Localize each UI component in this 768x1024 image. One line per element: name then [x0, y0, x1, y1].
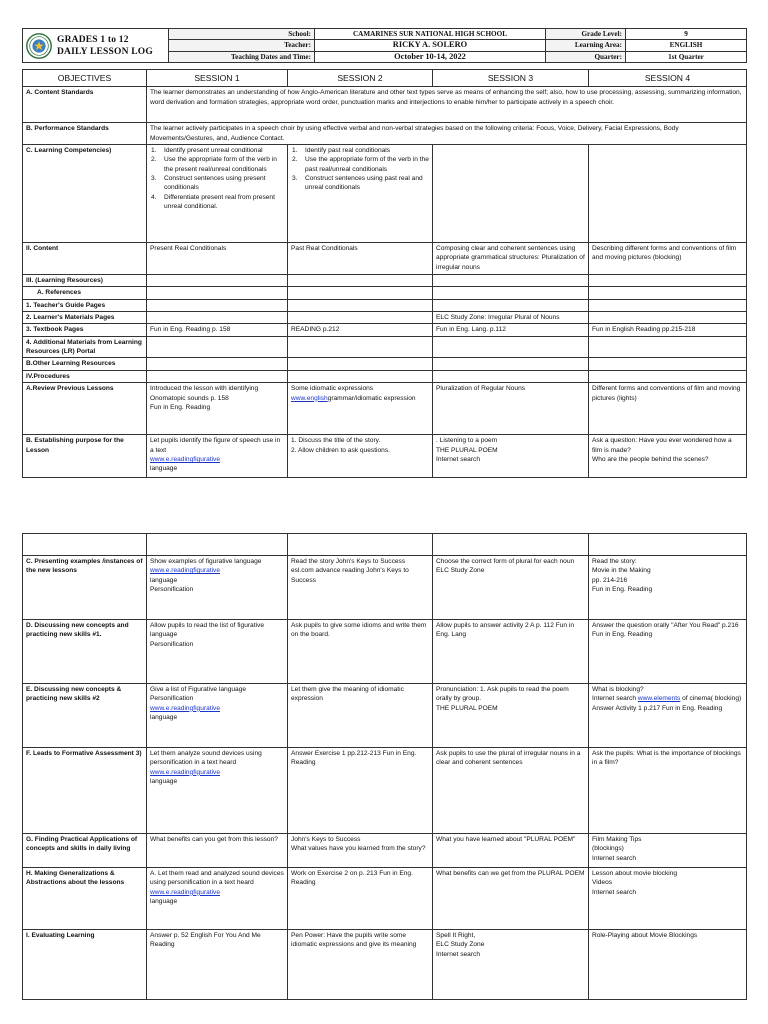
dates-value: October 10-14, 2022 [315, 51, 546, 62]
discuss1-s3: Allow pupils to answer activity 2 A p. 112 Fun in Eng. Lang [433, 620, 589, 684]
list-item: 1. Identify present unreal conditional [151, 146, 263, 154]
school-label: School: [169, 29, 315, 40]
header-table [22, 28, 747, 63]
row-procedures [23, 370, 747, 382]
row-performance-standards [23, 123, 747, 145]
presenting-s2: Read the story John's Keys to Success esl.com advance reading John's Keys to Success [288, 556, 433, 620]
row-learners-materials [23, 312, 747, 324]
purpose-s2: 1. Discuss the title of the story. 2. Allow children to ask questions. [288, 435, 433, 478]
list-item: 1. Identify past real conditionals [292, 146, 391, 154]
row-references [23, 287, 747, 299]
discuss2-s3: Pronunciation: 1. Ask pupils to read the poem orally by group. THE PLURAL POEM [433, 684, 589, 748]
row-review [23, 383, 747, 435]
discuss1-s4: Answer the question orally "After You Read" p.216 Fun in Eng. Reading [589, 620, 747, 684]
competencies-s4 [589, 144, 747, 242]
evaluating-s2: Pen Power: Have the pupils write some idiomatic expressions and give its meaning [288, 930, 433, 1000]
row-label: G. Finding Practical Applications of concepts and skills in daily living [23, 834, 147, 868]
row-label: IV.Procedures [23, 370, 147, 382]
performance-standards-text: The learner actively participates in a speech choir by using effective verbal and non-verbal strategies based on the following criteria: Focus, Voice, Delivery, Facial Expressions, Body Movements/Gestures, and, Audience Contact. [147, 123, 747, 145]
lesson-table-page-2 [22, 533, 747, 1000]
teacher-label: Teacher: [169, 40, 315, 51]
col-session-4: SESSION 4 [589, 70, 747, 87]
row-discussing-1 [23, 620, 747, 684]
row-label: C. Learning Competencies) [23, 144, 147, 242]
applications-s3: What you have learned about "PLURAL POEM" [433, 834, 589, 868]
row-label: F. Leads to Formative Assessment 3) [23, 748, 147, 834]
content-s4: Describing different forms and conventions of film and moving pictures (blocking) [589, 242, 747, 274]
generalizations-s4: Lesson about movie blocking Videos Internet search [589, 868, 747, 930]
row-label: I. Evaluating Learning [23, 930, 147, 1000]
purpose-s4: Ask a question: Have you ever wondered how a film is made? Who are the people behind the scenes? [589, 435, 747, 478]
purpose-s1: Let pupils identify the figure of speech use in a text www.e.readingfigurative language [147, 435, 288, 478]
lesson-table-page-1 [22, 69, 747, 478]
list-item: 4. Differentiate present real from present unreal conditional. [151, 193, 275, 211]
discuss1-s2: Ask pupils to give some idioms and write them on the board. [288, 620, 433, 684]
review-s2: Some idiomatic expressions www.englishgrammar/idiomatic expression [288, 383, 433, 435]
teacher-value: RICKY A. SOLERO [315, 40, 546, 51]
grade-value: 9 [626, 29, 747, 40]
header-logo-cell [23, 29, 169, 63]
content-standards-text: The learner demonstrates an understanding of how Anglo-American literature and other text types serve as means of enhancing the self; also, how to use processing, assessing, summarizing information, word derivation and formation strategies, appropriate word order, punctuation marks and interjections to enable him/her to participate actively in a speech choir. [147, 87, 747, 123]
content-s2: Past Real Conditionals [288, 242, 433, 274]
log-subtitle: DAILY LESSON LOG [57, 46, 153, 57]
formative-s1: Let them analyze sound devices using personification in a text heard www.e.readingfigurative language [147, 748, 288, 834]
textbook-s3: Fun in Eng. Lang. p.112 [433, 324, 589, 336]
blank-header-row [23, 534, 747, 556]
competencies-s1 [147, 144, 288, 242]
review-s3: Pluralization of Regular Nouns [433, 383, 589, 435]
content-s3: Composing clear and coherent sentences using appropriate grammatical structures: Pluralization of irregular nouns [433, 242, 589, 274]
row-presenting [23, 556, 747, 620]
list-item: 3. Construct sentences using present conditionals [151, 175, 266, 192]
applications-s1: What benefits can you get from this lesson? [147, 834, 288, 868]
log-title: GRADES 1 to 12 [57, 34, 129, 45]
col-session-2: SESSION 2 [288, 70, 433, 87]
area-label: Learning Area: [546, 40, 626, 51]
presenting-s1: Show examples of figurative language www.e.readingfigurative language Personification [147, 556, 288, 620]
figurative-language-link[interactable]: www.e.readingfigurative [150, 888, 221, 896]
row-evaluating [23, 930, 747, 1000]
row-label: C. Presenting examples /instances of the new lessons [23, 556, 147, 620]
figurative-language-link[interactable]: www.e.readingfigurative [150, 704, 221, 712]
row-label: 2. Learner's Materials Pages [23, 312, 147, 324]
row-discussing-2 [23, 684, 747, 748]
presenting-s3: Choose the correct form of plural for each noun ELC Study Zone [433, 556, 589, 620]
figurative-language-link[interactable]: www.e.readingfigurative [150, 567, 221, 575]
col-session-1: SESSION 1 [147, 70, 288, 87]
row-label: A.Review Previous Lessons [23, 383, 147, 435]
figurative-language-link[interactable]: www.e.readingfigurative [150, 768, 221, 776]
formative-s2: Answer Exercise 1 pp.212-213 Fun in Eng. Reading [288, 748, 433, 834]
english-grammar-link[interactable]: www.english [291, 394, 328, 402]
row-label: H. Making Generalizations & Abstractions about the lessons [23, 868, 147, 930]
purpose-s3: . Listening to a poem THE PLURAL POEM Internet search [433, 435, 589, 478]
figurative-language-link[interactable]: www.e.readingfigurative [150, 455, 221, 463]
row-purpose [23, 435, 747, 478]
review-s4: Different forms and conventions of film and moving pictures (lights) [589, 383, 747, 435]
competency-list [150, 146, 284, 212]
row-label: 4. Additional Materials from Learning Resources (LR) Portal [23, 336, 147, 358]
row-label: A. References [23, 287, 147, 299]
discuss1-s1: Allow pupils to read the list of figurative language Personification [147, 620, 288, 684]
row-teachers-guide [23, 299, 747, 311]
discuss2-s4: What is blocking? Internet search www.elements of cinema( blocking) Answer Activity 1 p.217 Fun in Eng. Reading [589, 684, 747, 748]
evaluating-s3: Spell It Right, ELC Study Zone Internet search [433, 930, 589, 1000]
row-generalizations [23, 868, 747, 930]
row-label: B. Performance Standards [23, 123, 147, 145]
row-other-resources [23, 358, 747, 370]
row-label: A. Content Standards [23, 87, 147, 123]
row-learning-resources [23, 274, 747, 286]
competencies-s2 [288, 144, 433, 242]
review-s1: Introduced the lesson with identifying Onomatopic sounds p. 158 Fun in Eng. Reading [147, 383, 288, 435]
row-formative [23, 748, 747, 834]
row-applications [23, 834, 747, 868]
row-label: B. Establishing purpose for the Lesson [23, 435, 147, 478]
row-label: B.Other Learning Resources [23, 358, 147, 370]
list-item: 2. Use the appropriate form of the verb in the past real/unreal conditionals [292, 156, 429, 173]
dates-label: Teaching Dates and Time: [169, 51, 315, 62]
quarter-label: Quarter: [546, 51, 626, 62]
row-label: 1. Teacher's Guide Pages [23, 299, 147, 311]
formative-s3: Ask pupils to use the plural of irregular nouns in a clear and coherent sentences [433, 748, 589, 834]
elements-of-cinema-link[interactable]: www.elements [637, 695, 681, 703]
content-s1: Present Real Conditionals [147, 242, 288, 274]
row-lr-portal [23, 336, 747, 358]
row-label: E. Discussing new concepts & practicing new skills #2 [23, 684, 147, 748]
competencies-s3 [433, 144, 589, 242]
row-competencies [23, 144, 747, 242]
evaluating-s4: Role-Playing about Movie Blockings [589, 930, 747, 1000]
row-label: D. Discussing new concepts and practicing new skills #1. [23, 620, 147, 684]
lm-s3: ELC Study Zone: Irregular Plural of Nouns [433, 312, 589, 324]
row-label: II. Content [23, 242, 147, 274]
competency-list [291, 146, 429, 193]
row-content-standards [23, 87, 747, 123]
presenting-s4: Read the story: Movie in the Making pp. 214-216 Fun in Eng. Reading [589, 556, 747, 620]
textbook-s2: READING p.212 [288, 324, 433, 336]
row-content [23, 242, 747, 274]
quarter-value: 1st Quarter [626, 51, 747, 62]
col-objectives: OBJECTIVES [23, 70, 147, 87]
lesson-log-page-1 [22, 28, 746, 478]
school-value: CAMARINES SUR NATIONAL HIGH SCHOOL [315, 29, 546, 40]
generalizations-s1: A. Let them read and analyzed sound devices using personification in a text heard www.e.readingfigurative language [147, 868, 288, 930]
discuss2-s2: Let them give the meaning of idiomatic expression [288, 684, 433, 748]
textbook-s1: Fun in Eng. Reading p. 158 [147, 324, 288, 336]
formative-s4: Ask the pupils: What is the importance of blockings in a film? [589, 748, 747, 834]
generalizations-s2: Work on Exercise 2 on p. 213 Fun in Eng. Reading [288, 868, 433, 930]
row-label: III. (Learning Resources) [23, 274, 147, 286]
area-value: ENGLISH [626, 40, 747, 51]
row-textbook [23, 324, 747, 336]
lesson-log-page-2 [22, 533, 746, 1000]
row-label: 3. Textbook Pages [23, 324, 147, 336]
grade-label: Grade Level: [546, 29, 626, 40]
applications-s4: Film Making Tips (blockings) Internet search [589, 834, 747, 868]
list-item: 2. Use the appropriate form of the verb in the present real/unreal conditionals [151, 156, 277, 173]
list-item: 3. Construct sentences using past real and unreal conditionals [292, 175, 423, 192]
textbook-s4: Fun in English Reading pp.215-218 [589, 324, 747, 336]
generalizations-s3: What benefits can we get from the PLURAL POEM [433, 868, 589, 930]
discuss2-s1: Give a list of Figurative language Personification www.e.readingfigurative language [147, 684, 288, 748]
evaluating-s1: Answer p. 52 English For You And Me Reading [147, 930, 288, 1000]
applications-s2: John's Keys to Success What values have you learned from the story? [288, 834, 433, 868]
col-session-3: SESSION 3 [433, 70, 589, 87]
deped-seal-icon [26, 33, 52, 59]
